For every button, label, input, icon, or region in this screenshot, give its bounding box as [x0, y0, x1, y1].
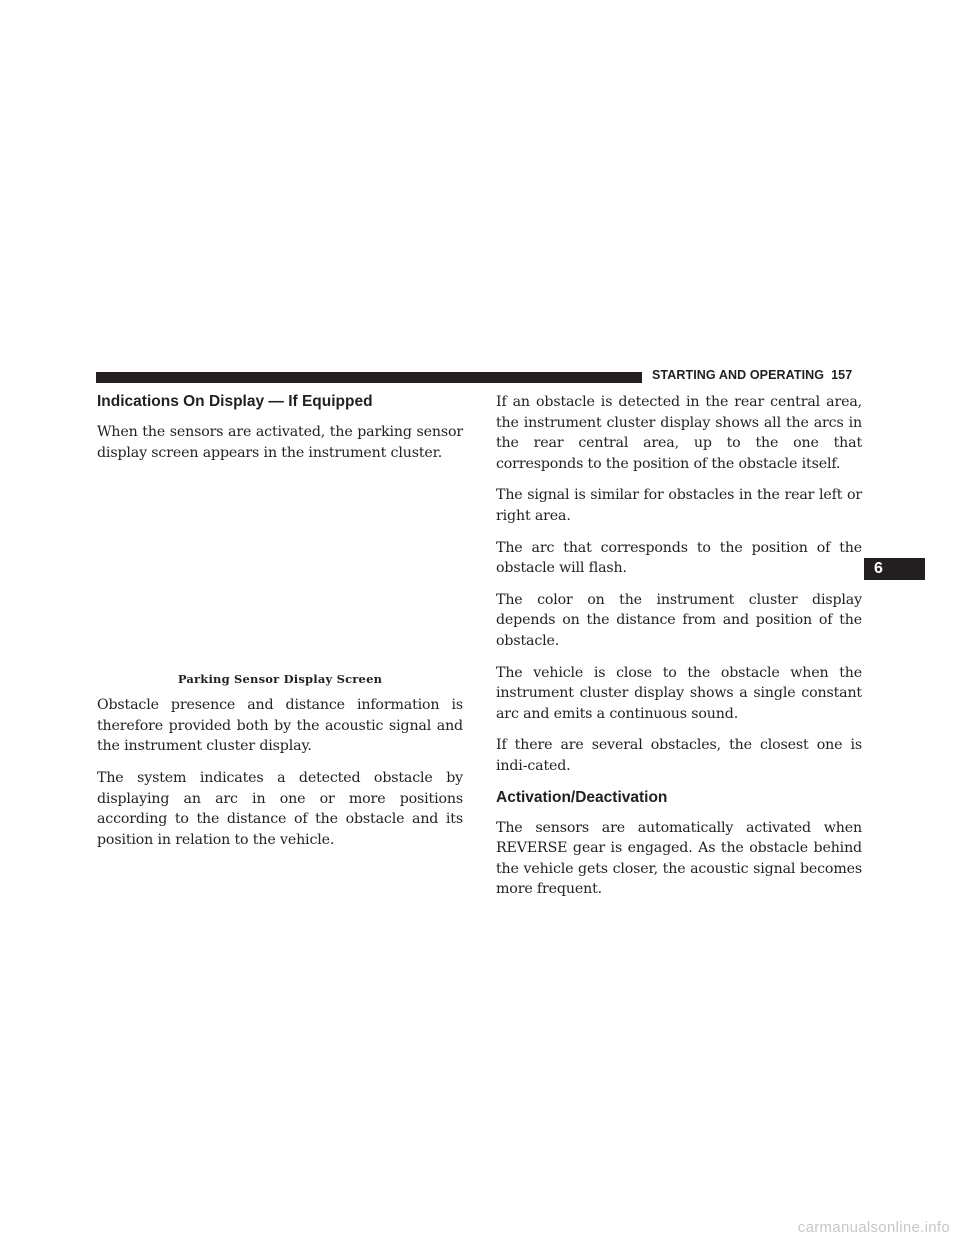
figure-placeholder [97, 474, 463, 671]
watermark-text: carmanualsonline.info [797, 1219, 950, 1236]
chapter-tab: 6 [864, 558, 925, 580]
body-paragraph: Obstacle presence and distance information is therefore provided both by the acoustic signal and the instrument cluster display. [97, 697, 463, 755]
body-paragraph: The signal is similar for obstacles in the rear left or right area. [496, 487, 862, 524]
body-paragraph: The arc that corresponds to the position of the obstacle will flash. [496, 539, 862, 577]
body-paragraph: The sensors are automatically activated when REVERSE gear is engaged. As the obstacle behind the vehicle gets closer, the acoustic signal becomes more frequent. [496, 819, 862, 898]
section-heading-activation: Activation/Deactivation [496, 788, 668, 806]
body-paragraph: The vehicle is close to the obstacle when the instrument cluster display shows a single constant arc and emits a continuous sound. [496, 664, 862, 722]
running-header [652, 368, 852, 382]
header-rule [96, 372, 642, 383]
right-column [496, 392, 862, 911]
section-heading-indications: Indications On Display — If Equipped [97, 393, 373, 410]
body-paragraph: If an obstacle is detected in the rear central area, the instrument cluster display shows all the arcs in the rear central area, up to the one that corresponds to the position of the obstacle itself. [496, 394, 862, 472]
page-number: 157 [831, 368, 853, 382]
section-title: STARTING AND OPERATING [652, 368, 825, 382]
body-paragraph: The color on the instrument cluster display depends on the distance from and position of the obstacle. [496, 591, 862, 649]
left-column [97, 392, 463, 861]
body-paragraph: The system indicates a detected obstacle by displaying an arc in one or more positions according to the distance of the obstacle and its position in relation to the vehicle. [97, 769, 463, 848]
intro-paragraph: When the sensors are activated, the parking sensor display screen appears in the instrument cluster. [97, 424, 463, 461]
body-paragraph: If there are several obstacles, the closest one is indi-cated. [496, 737, 862, 774]
figure-caption: Parking Sensor Display Screen [177, 672, 383, 687]
